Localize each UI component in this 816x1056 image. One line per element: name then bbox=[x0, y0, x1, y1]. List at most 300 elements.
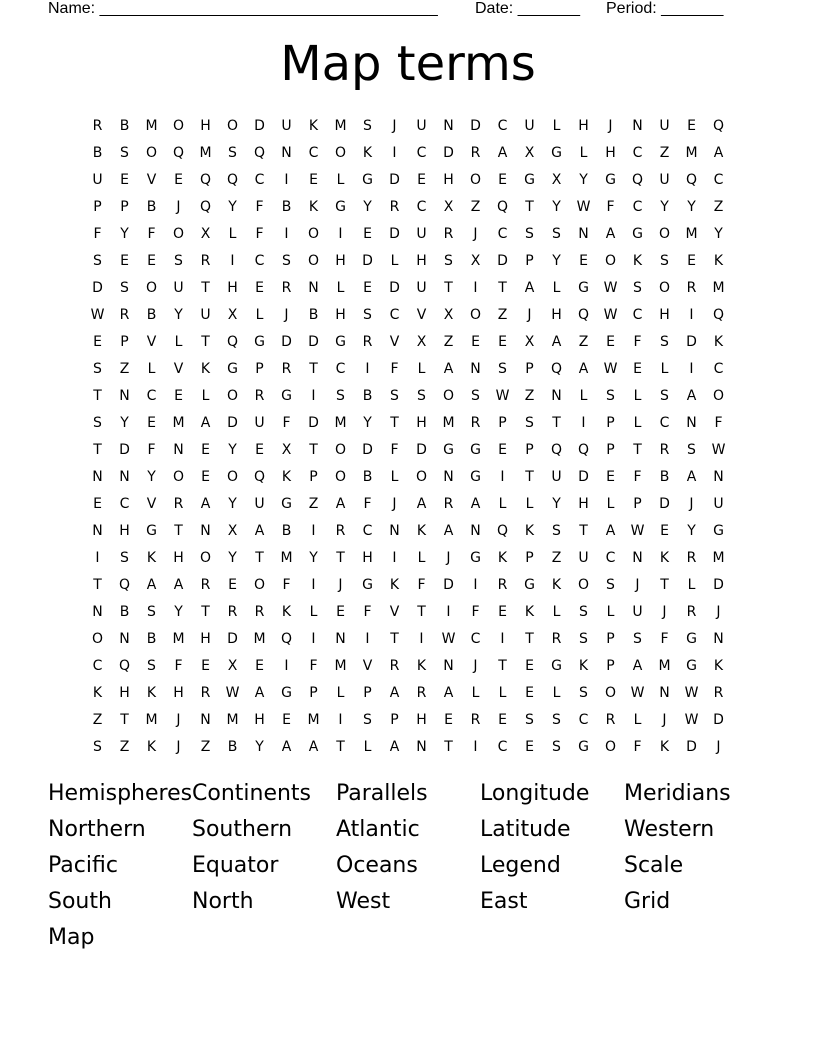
word-bank-item: Meridians bbox=[624, 781, 731, 806]
grid-letter: Y bbox=[255, 739, 264, 755]
grid-letter: S bbox=[633, 280, 642, 296]
word-bank-item: West bbox=[336, 889, 391, 914]
grid-letter: C bbox=[362, 523, 373, 539]
grid-letter: H bbox=[605, 145, 616, 161]
grid-letter: J bbox=[716, 604, 721, 620]
grid-letter: X bbox=[200, 226, 211, 242]
grid-letter: E bbox=[228, 577, 237, 593]
grid-letter: L bbox=[255, 307, 264, 323]
grid-letter: Q bbox=[712, 307, 725, 323]
word-bank-item: Parallels bbox=[336, 781, 428, 806]
grid-row bbox=[84, 113, 732, 140]
grid-letter: Z bbox=[308, 496, 319, 512]
grid-letter: F bbox=[660, 631, 669, 647]
grid-letter: A bbox=[173, 577, 184, 593]
grid-letter: W bbox=[90, 307, 105, 323]
grid-letter: Z bbox=[119, 739, 130, 755]
grid-letter: C bbox=[497, 226, 508, 242]
grid-letter: S bbox=[498, 361, 507, 377]
grid-letter: O bbox=[334, 442, 347, 458]
grid-letter: E bbox=[687, 253, 696, 269]
word-bank-item: Map bbox=[48, 925, 95, 950]
grid-letter: S bbox=[552, 523, 561, 539]
grid-letter: K bbox=[713, 253, 724, 269]
grid-letter: S bbox=[147, 604, 156, 620]
grid-letter: S bbox=[93, 361, 102, 377]
grid-letter: O bbox=[604, 253, 617, 269]
grid-letter: D bbox=[281, 334, 292, 350]
grid-letter: O bbox=[145, 280, 158, 296]
grid-letter: S bbox=[363, 712, 372, 728]
grid-letter: R bbox=[227, 604, 238, 620]
grid-letter: L bbox=[525, 496, 534, 512]
grid-letter: Q bbox=[226, 334, 239, 350]
grid-letter: M bbox=[280, 550, 293, 566]
grid-letter: C bbox=[578, 712, 589, 728]
grid-letter: L bbox=[201, 388, 210, 404]
grid-letter: O bbox=[307, 253, 320, 269]
grid-letter: R bbox=[416, 685, 427, 701]
grid-letter: U bbox=[524, 118, 535, 134]
grid-letter: D bbox=[578, 469, 589, 485]
grid-letter: Q bbox=[280, 631, 293, 647]
date-field[interactable]: Date: _______ bbox=[475, 0, 580, 17]
grid-letter: S bbox=[147, 658, 156, 674]
grid-letter: R bbox=[713, 685, 724, 701]
grid-letter: I bbox=[311, 631, 316, 647]
grid-letter: E bbox=[147, 253, 156, 269]
grid-letter: E bbox=[579, 253, 588, 269]
grid-row bbox=[84, 464, 732, 491]
grid-letter: F bbox=[255, 199, 264, 215]
grid-letter: C bbox=[632, 145, 643, 161]
word-bank-item: Continents bbox=[192, 781, 312, 806]
grid-letter: U bbox=[173, 280, 184, 296]
grid-letter: S bbox=[120, 550, 129, 566]
grid-letter: G bbox=[578, 739, 589, 755]
grid-letter: M bbox=[334, 415, 347, 431]
grid-letter: B bbox=[92, 145, 103, 161]
grid-letter: N bbox=[443, 469, 454, 485]
grid-letter: A bbox=[470, 496, 481, 512]
grid-letter: L bbox=[228, 226, 237, 242]
grid-letter: N bbox=[308, 280, 319, 296]
grid-letter: T bbox=[120, 712, 129, 728]
grid-letter: L bbox=[417, 550, 426, 566]
grid-letter: N bbox=[92, 604, 103, 620]
grid-letter: K bbox=[497, 550, 508, 566]
grid-letter: C bbox=[416, 199, 427, 215]
grid-letter: S bbox=[606, 577, 615, 593]
grid-letter: H bbox=[119, 685, 130, 701]
grid-letter: I bbox=[311, 388, 316, 404]
grid-letter: S bbox=[93, 253, 102, 269]
grid-letter: C bbox=[497, 118, 508, 134]
grid-letter: K bbox=[281, 604, 292, 620]
grid-letter: X bbox=[443, 307, 454, 323]
grid-letter: U bbox=[281, 118, 292, 134]
grid-letter: C bbox=[416, 145, 427, 161]
grid-letter: C bbox=[713, 361, 724, 377]
grid-letter: C bbox=[632, 199, 643, 215]
grid-letter: U bbox=[659, 172, 670, 188]
header-fields bbox=[48, 0, 748, 20]
grid-letter: B bbox=[119, 604, 130, 620]
grid-letter: T bbox=[579, 523, 588, 539]
grid-letter: E bbox=[93, 496, 102, 512]
grid-letter: O bbox=[658, 280, 671, 296]
grid-letter: G bbox=[335, 334, 346, 350]
grid-row bbox=[84, 734, 732, 761]
grid-letter: G bbox=[362, 172, 373, 188]
grid-letter: F bbox=[363, 604, 372, 620]
grid-letter: T bbox=[390, 415, 399, 431]
grid-letter: R bbox=[200, 577, 211, 593]
grid-letter: C bbox=[389, 307, 400, 323]
grid-letter: D bbox=[254, 118, 265, 134]
grid-letter: S bbox=[417, 388, 426, 404]
grid-letter: L bbox=[552, 604, 561, 620]
grid-letter: Z bbox=[443, 334, 454, 350]
grid-letter: S bbox=[579, 631, 588, 647]
grid-letter: H bbox=[173, 685, 184, 701]
grid-letter: V bbox=[146, 334, 157, 350]
grid-letter: I bbox=[473, 739, 478, 755]
grid-letter: R bbox=[200, 253, 211, 269]
grid-letter: G bbox=[281, 496, 292, 512]
grid-letter: D bbox=[227, 631, 238, 647]
grid-letter: K bbox=[389, 577, 400, 593]
grid-letter: T bbox=[201, 280, 210, 296]
grid-letter: W bbox=[576, 199, 591, 215]
grid-letter: O bbox=[172, 469, 185, 485]
grid-letter: Q bbox=[118, 658, 131, 674]
grid-letter: R bbox=[389, 658, 400, 674]
grid-letter: K bbox=[659, 739, 670, 755]
grid-letter: W bbox=[495, 388, 510, 404]
grid-letter: E bbox=[525, 658, 534, 674]
grid-letter: T bbox=[255, 550, 264, 566]
grid-letter: G bbox=[281, 388, 292, 404]
grid-letter: Z bbox=[119, 361, 130, 377]
grid-letter: T bbox=[336, 739, 345, 755]
grid-letter: L bbox=[552, 280, 561, 296]
grid-letter: K bbox=[308, 118, 319, 134]
grid-letter: T bbox=[93, 388, 102, 404]
grid-letter: S bbox=[552, 226, 561, 242]
grid-letter: T bbox=[93, 577, 102, 593]
grid-letter: P bbox=[606, 658, 615, 674]
grid-letter: E bbox=[201, 469, 210, 485]
grid-letter: Q bbox=[172, 145, 185, 161]
grid-letter: S bbox=[471, 388, 480, 404]
grid-letter: V bbox=[362, 658, 373, 674]
grid-letter: K bbox=[362, 145, 373, 161]
grid-letter: B bbox=[659, 469, 670, 485]
grid-letter: S bbox=[525, 712, 534, 728]
grid-letter: N bbox=[470, 523, 481, 539]
grid-letter: O bbox=[307, 226, 320, 242]
grid-letter: N bbox=[119, 631, 130, 647]
grid-letter: H bbox=[551, 307, 562, 323]
grid-letter: U bbox=[254, 496, 265, 512]
grid-letter: H bbox=[119, 523, 130, 539]
grid-row bbox=[84, 275, 732, 302]
grid-letter: M bbox=[334, 658, 347, 674]
grid-letter: E bbox=[174, 388, 183, 404]
grid-letter: J bbox=[338, 577, 343, 593]
grid-letter: J bbox=[662, 712, 667, 728]
grid-letter: K bbox=[92, 685, 103, 701]
grid-letter: G bbox=[470, 469, 481, 485]
grid-letter: H bbox=[200, 631, 211, 647]
grid-letter: D bbox=[92, 280, 103, 296]
grid-letter: H bbox=[578, 118, 589, 134]
name-field[interactable]: Name: ______________________________________ bbox=[48, 0, 438, 17]
grid-letter: H bbox=[659, 307, 670, 323]
grid-row bbox=[84, 140, 732, 167]
grid-letter: R bbox=[335, 523, 346, 539]
grid-letter: K bbox=[200, 361, 211, 377]
grid-letter: X bbox=[551, 172, 562, 188]
grid-letter: Q bbox=[685, 172, 698, 188]
grid-letter: I bbox=[473, 280, 478, 296]
grid-row bbox=[84, 356, 732, 383]
grid-letter: O bbox=[469, 172, 482, 188]
grid-letter: Y bbox=[552, 496, 561, 512]
grid-letter: Q bbox=[712, 118, 725, 134]
grid-letter: E bbox=[282, 712, 291, 728]
grid-letter: S bbox=[552, 739, 561, 755]
grid-letter: G bbox=[254, 334, 265, 350]
grid-letter: Y bbox=[309, 550, 318, 566]
grid-row bbox=[84, 518, 732, 545]
grid-letter: E bbox=[174, 172, 183, 188]
grid-letter: J bbox=[392, 496, 397, 512]
grid-letter: D bbox=[389, 280, 400, 296]
grid-letter: Q bbox=[226, 172, 239, 188]
grid-letter: C bbox=[497, 739, 508, 755]
grid-row bbox=[84, 653, 732, 680]
grid-letter: N bbox=[416, 739, 427, 755]
grid-letter: T bbox=[525, 469, 534, 485]
grid-letter: D bbox=[713, 712, 724, 728]
grid-letter: K bbox=[281, 469, 292, 485]
grid-letter: N bbox=[281, 145, 292, 161]
grid-letter: T bbox=[93, 442, 102, 458]
grid-letter: K bbox=[146, 739, 157, 755]
grid-letter: N bbox=[389, 523, 400, 539]
grid-letter: E bbox=[498, 172, 507, 188]
grid-letter: K bbox=[416, 658, 427, 674]
grid-letter: E bbox=[633, 361, 642, 377]
grid-letter: B bbox=[281, 199, 292, 215]
grid-letter: S bbox=[525, 415, 534, 431]
grid-letter: S bbox=[606, 388, 615, 404]
grid-letter: I bbox=[284, 226, 289, 242]
grid-letter: Z bbox=[200, 739, 211, 755]
grid-letter: C bbox=[92, 658, 103, 674]
word-bank-item: Longitude bbox=[480, 781, 590, 806]
grid-letter: L bbox=[552, 118, 561, 134]
grid-letter: L bbox=[660, 361, 669, 377]
grid-letter: E bbox=[363, 280, 372, 296]
word-bank-item: East bbox=[480, 889, 528, 914]
grid-letter: N bbox=[659, 685, 670, 701]
grid-letter: P bbox=[606, 415, 615, 431]
grid-letter: Y bbox=[228, 496, 237, 512]
grid-letter: I bbox=[419, 631, 424, 647]
grid-letter: B bbox=[146, 199, 157, 215]
grid-letter: S bbox=[660, 253, 669, 269]
grid-letter: I bbox=[365, 631, 370, 647]
grid-letter: F bbox=[714, 415, 723, 431]
grid-letter: E bbox=[660, 523, 669, 539]
grid-letter: W bbox=[711, 442, 726, 458]
grid-row bbox=[84, 572, 732, 599]
grid-letter: X bbox=[524, 334, 535, 350]
grid-letter: E bbox=[201, 658, 210, 674]
grid-letter: J bbox=[608, 118, 613, 134]
grid-letter: N bbox=[200, 523, 211, 539]
grid-letter: E bbox=[201, 442, 210, 458]
grid-letter: N bbox=[335, 631, 346, 647]
grid-letter: F bbox=[606, 199, 615, 215]
grid-letter: E bbox=[471, 334, 480, 350]
grid-letter: X bbox=[416, 334, 427, 350]
grid-letter: T bbox=[444, 280, 453, 296]
grid-letter: P bbox=[498, 415, 507, 431]
grid-letter: F bbox=[390, 361, 399, 377]
grid-letter: U bbox=[92, 172, 103, 188]
period-field[interactable]: Period: _______ bbox=[606, 0, 724, 17]
grid-letter: S bbox=[93, 415, 102, 431]
grid-row bbox=[84, 221, 732, 248]
grid-letter: L bbox=[336, 280, 345, 296]
grid-letter: M bbox=[712, 550, 725, 566]
grid-letter: B bbox=[119, 118, 130, 134]
grid-letter: H bbox=[443, 172, 454, 188]
grid-letter: Z bbox=[713, 199, 724, 215]
word-bank-item: Scale bbox=[624, 853, 684, 878]
grid-letter: J bbox=[473, 658, 478, 674]
grid-letter: I bbox=[500, 469, 505, 485]
grid-letter: S bbox=[525, 226, 534, 242]
grid-letter: X bbox=[470, 253, 481, 269]
grid-letter: M bbox=[307, 712, 320, 728]
grid-letter: L bbox=[633, 415, 642, 431]
grid-letter: Z bbox=[497, 307, 508, 323]
grid-letter: R bbox=[200, 685, 211, 701]
grid-letter: Y bbox=[174, 307, 183, 323]
grid-letter: Q bbox=[199, 199, 212, 215]
grid-letter: H bbox=[254, 712, 265, 728]
grid-row bbox=[84, 437, 732, 464]
grid-letter: Q bbox=[253, 469, 266, 485]
grid-letter: H bbox=[362, 550, 373, 566]
grid-letter: A bbox=[146, 577, 157, 593]
grid-letter: R bbox=[173, 496, 184, 512]
grid-letter: K bbox=[713, 334, 724, 350]
grid-letter: V bbox=[146, 172, 157, 188]
grid-letter: N bbox=[119, 388, 130, 404]
grid-letter: S bbox=[633, 631, 642, 647]
word-bank-item: Western bbox=[624, 817, 715, 842]
grid-letter: A bbox=[713, 145, 724, 161]
grid-letter: N bbox=[92, 523, 103, 539]
grid-letter: P bbox=[525, 361, 534, 377]
grid-letter: T bbox=[336, 550, 345, 566]
grid-letter: F bbox=[390, 442, 399, 458]
grid-letter: O bbox=[712, 388, 725, 404]
grid-letter: G bbox=[443, 442, 454, 458]
grid-letter: N bbox=[470, 361, 481, 377]
grid-letter: G bbox=[713, 523, 724, 539]
grid-letter: T bbox=[201, 334, 210, 350]
grid-letter: L bbox=[606, 604, 615, 620]
grid-letter: J bbox=[716, 739, 721, 755]
grid-letter: N bbox=[713, 469, 724, 485]
grid-letter: D bbox=[308, 334, 319, 350]
grid-letter: M bbox=[658, 658, 671, 674]
grid-letter: Y bbox=[363, 415, 372, 431]
grid-letter: M bbox=[145, 118, 158, 134]
grid-letter: N bbox=[173, 442, 184, 458]
grid-letter: S bbox=[228, 145, 237, 161]
grid-letter: B bbox=[281, 523, 292, 539]
grid-letter: K bbox=[524, 604, 535, 620]
grid-letter: E bbox=[498, 334, 507, 350]
grid-letter: S bbox=[363, 118, 372, 134]
grid-letter: F bbox=[147, 226, 156, 242]
grid-letter: L bbox=[579, 388, 588, 404]
grid-letter: M bbox=[442, 415, 455, 431]
grid-letter: G bbox=[524, 577, 535, 593]
grid-letter: R bbox=[254, 604, 265, 620]
grid-letter: P bbox=[255, 361, 264, 377]
grid-letter: D bbox=[389, 172, 400, 188]
grid-letter: W bbox=[603, 307, 618, 323]
grid-letter: Y bbox=[714, 226, 723, 242]
grid-letter: S bbox=[390, 388, 399, 404]
grid-letter: M bbox=[226, 712, 239, 728]
grid-letter: K bbox=[146, 550, 157, 566]
grid-letter: T bbox=[309, 361, 318, 377]
grid-row bbox=[84, 680, 732, 707]
grid-letter: A bbox=[254, 523, 265, 539]
grid-letter: H bbox=[173, 550, 184, 566]
grid-letter: T bbox=[525, 199, 534, 215]
grid-letter: T bbox=[660, 577, 669, 593]
grid-letter: X bbox=[227, 658, 238, 674]
grid-letter: A bbox=[416, 496, 427, 512]
grid-letter: G bbox=[470, 442, 481, 458]
grid-letter: I bbox=[392, 145, 397, 161]
grid-letter: D bbox=[497, 253, 508, 269]
grid-letter: P bbox=[633, 496, 642, 512]
grid-letter: Y bbox=[579, 172, 588, 188]
grid-letter: E bbox=[120, 172, 129, 188]
grid-letter: S bbox=[579, 685, 588, 701]
grid-letter: I bbox=[284, 658, 289, 674]
grid-letter: E bbox=[606, 334, 615, 350]
grid-letter: N bbox=[551, 388, 562, 404]
grid-letter: G bbox=[578, 280, 589, 296]
grid-letter: L bbox=[498, 496, 507, 512]
grid-letter: Y bbox=[228, 442, 237, 458]
grid-letter: O bbox=[334, 145, 347, 161]
grid-letter: I bbox=[689, 361, 694, 377]
